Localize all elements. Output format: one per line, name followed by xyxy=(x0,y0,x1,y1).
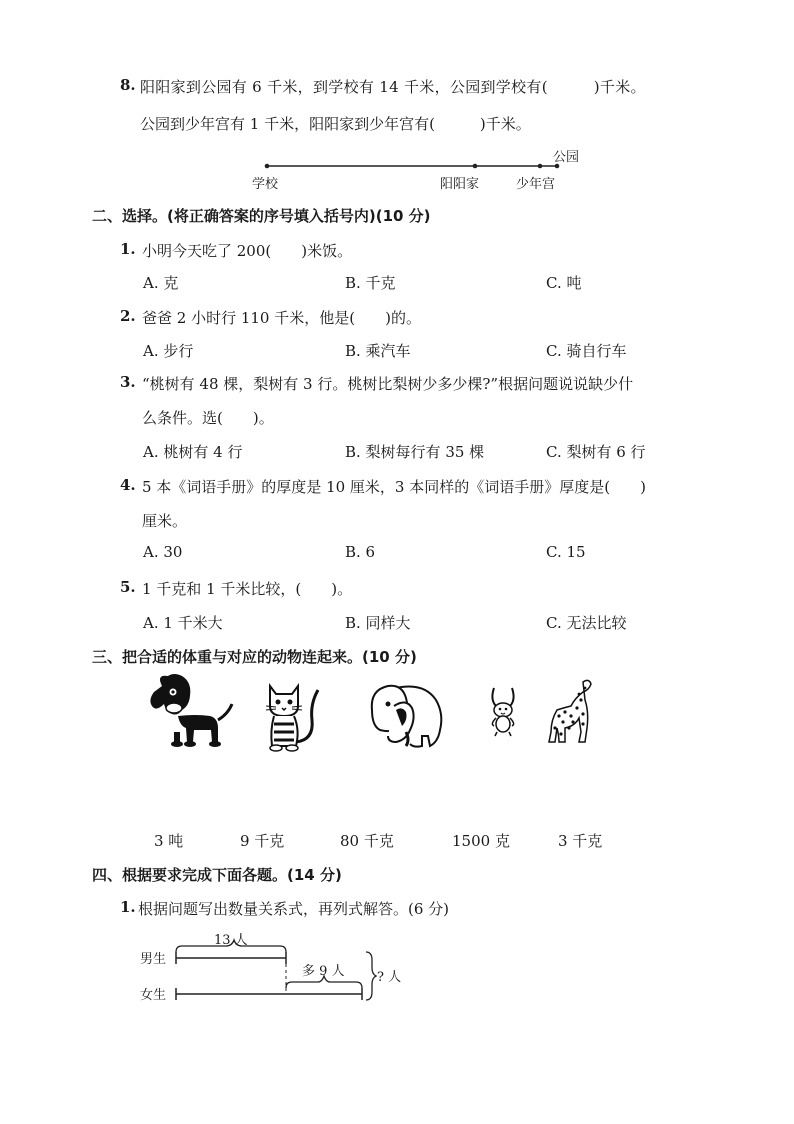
s2-q5-text: 1 千克和 1 千米比较，( )。 xyxy=(142,580,353,598)
s2-q5-option-b[interactable]: B. 同样大 xyxy=(345,614,411,632)
s2-q2-text: 爸爸 2 小时行 110 千米，他是( )的。 xyxy=(142,309,421,327)
q8-label-youth-palace: 少年宫 xyxy=(516,177,556,192)
s2-q3-text-line1: “桃树有 48 棵，梨树有 3 行。桃树比梨树少多少棵?”根据问题说说缺少什 xyxy=(142,375,634,393)
s2-q3-option-a[interactable]: A. 桃树有 4 行 xyxy=(143,443,243,461)
section3-title: 三、把合适的体重与对应的动物连起来。(10 分) xyxy=(92,648,417,666)
q8-label-home: 阳阳家 xyxy=(440,177,480,192)
s2-q4-option-b[interactable]: B. 6 xyxy=(345,543,376,561)
girls-label: 女生 xyxy=(140,988,167,1003)
s2-q2-option-c[interactable]: C. 骑自行车 xyxy=(546,342,627,360)
boys-count-label: 13 人 xyxy=(214,933,248,948)
s4-q1-text: 根据问题写出数量关系式，再列式解答。(6 分) xyxy=(138,900,450,918)
boys-label: 男生 xyxy=(140,952,167,967)
s2-q1-text: 小明今天吃了 200( )米饭。 xyxy=(142,242,353,260)
weight-3-kg[interactable]: 3 千克 xyxy=(558,832,603,850)
s2-q4-text-line2: 厘米。 xyxy=(142,512,188,530)
s2-q4-number: 4. xyxy=(120,476,136,494)
s2-q2-number: 2. xyxy=(120,307,136,325)
s2-q3-text-line2: 么条件。选( )。 xyxy=(142,409,274,427)
s2-q5-option-c[interactable]: C. 无法比较 xyxy=(546,614,627,632)
s2-q4-option-a[interactable]: A. 30 xyxy=(143,543,183,561)
s2-q3-option-b[interactable]: B. 梨树每行有 35 棵 xyxy=(345,443,485,461)
q8-number: 8. xyxy=(120,76,136,94)
q8-label-park: 公园 xyxy=(553,150,580,165)
q8-label-school: 学校 xyxy=(252,177,279,192)
total-label: ? 人 xyxy=(377,970,402,985)
weight-80-kg[interactable]: 80 千克 xyxy=(340,832,394,850)
s2-q4-text-line1: 5 本《词语手册》的厚度是 10 厘米，3 本同样的《词语手册》厚度是( ) xyxy=(142,478,646,496)
s2-q2-option-a[interactable]: A. 步行 xyxy=(143,342,194,360)
section2-title: 二、选择。(将正确答案的序号填入括号内)(10 分) xyxy=(92,207,431,225)
s2-q1-number: 1. xyxy=(120,240,136,258)
weight-1500-g[interactable]: 1500 克 xyxy=(452,832,510,850)
more-label: 多 9 人 xyxy=(302,964,345,979)
s2-q4-option-c[interactable]: C. 15 xyxy=(546,543,586,561)
s2-q3-option-c[interactable]: C. 梨树有 6 行 xyxy=(546,443,646,461)
s2-q1-option-b[interactable]: B. 千克 xyxy=(345,274,396,292)
weight-3-ton[interactable]: 3 吨 xyxy=(154,832,184,850)
s2-q1-option-c[interactable]: C. 吨 xyxy=(546,274,582,292)
q8-line1: 阳阳家到公园有 6 千米，到学校有 14 千米，公园到学校有( )千米。 xyxy=(140,78,646,96)
s2-q3-number: 3. xyxy=(120,373,136,391)
s2-q5-option-a[interactable]: A. 1 千米大 xyxy=(143,614,223,632)
s2-q1-option-a[interactable]: A. 克 xyxy=(143,274,179,292)
weight-9-kg[interactable]: 9 千克 xyxy=(240,832,285,850)
section4-title: 四、根据要求完成下面各题。(14 分) xyxy=(92,866,342,884)
s4-q1-number: 1. xyxy=(120,898,136,916)
s2-q5-number: 5. xyxy=(120,578,136,596)
s2-q2-option-b[interactable]: B. 乘汽车 xyxy=(345,342,411,360)
q8-line2: 公园到少年宫有 1 千米，阳阳家到少年宫有( )千米。 xyxy=(140,115,531,133)
